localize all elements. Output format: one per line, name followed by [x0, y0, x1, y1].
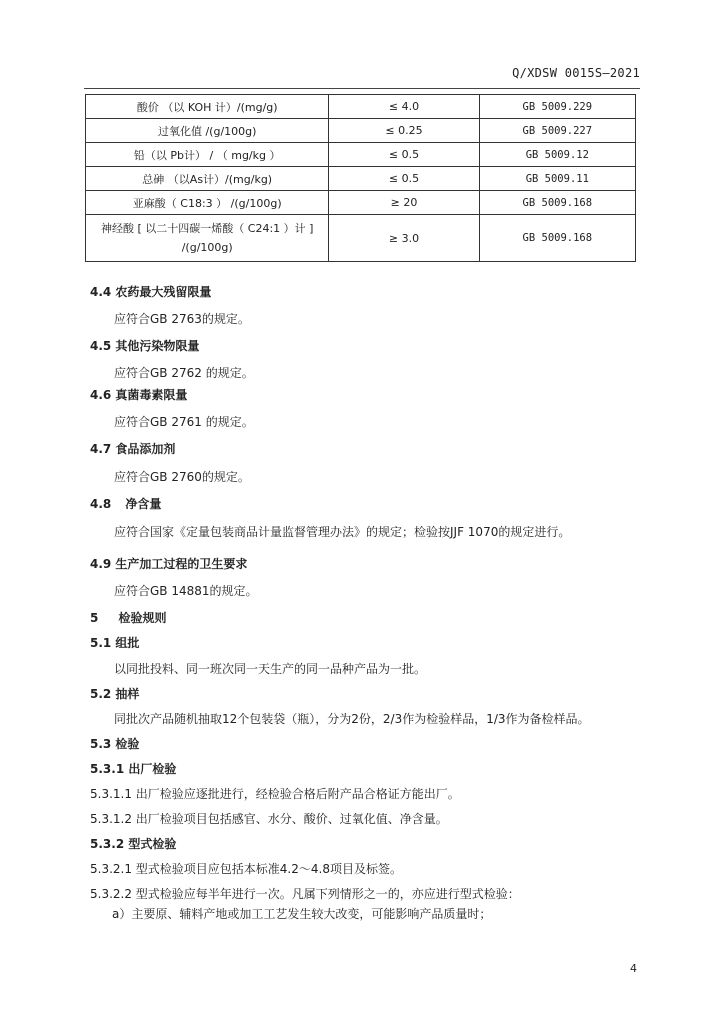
section-heading-5-3-2: 5.3.2 型式检验	[90, 837, 177, 851]
section-heading-4-6: 4.6 真菌毒素限量	[90, 388, 188, 402]
item-cell: 亚麻酸（ C18:3 ） /(g/100g)	[86, 191, 329, 215]
paragraph: 应符合GB 14881的规定。	[114, 584, 258, 598]
limit-cell: ≤ 0.25	[329, 119, 479, 143]
indicator-table	[85, 94, 636, 262]
item-cell: 总砷 （以As计）/(mg/kg)	[86, 167, 329, 191]
table-row	[86, 215, 636, 262]
paragraph: 以同批投料、同一班次同一天生产的同一品种产品为一批。	[114, 662, 427, 676]
limit-cell: ≥ 3.0	[329, 215, 479, 262]
limit-cell: ≤ 0.5	[329, 143, 479, 167]
item-cell: 过氧化值 /(g/100g)	[86, 119, 329, 143]
paragraph: 应符合GB 2763的规定。	[114, 312, 250, 326]
item-cell: 铅（以 Pb计） / （ mg/kg ）	[86, 143, 329, 167]
section-heading-5-3: 5.3 检验	[90, 737, 140, 751]
item-cell: 酸价 （以 KOH 计）/(mg/g)	[86, 95, 329, 119]
method-cell: GB 5009.12	[479, 143, 635, 167]
section-heading-5-3-1: 5.3.1 出厂检验	[90, 762, 177, 776]
paragraph: 5.3.1.2 出厂检验项目包括感官、水分、酸价、过氧化值、净含量。	[90, 812, 448, 826]
section-heading-5-2: 5.2 抽样	[90, 687, 140, 701]
standard-code: Q/XDSW 0015S—2021	[512, 66, 640, 80]
paragraph: 应符合GB 2761 的规定。	[114, 415, 254, 429]
item-cell	[86, 215, 329, 262]
section-heading-4-9: 4.9 生产加工过程的卫生要求	[90, 557, 248, 571]
table-row	[86, 191, 636, 215]
table-row	[86, 95, 636, 119]
section-heading-5-1: 5.1 组批	[90, 636, 140, 650]
item-line-2: /(g/100g)	[181, 241, 233, 254]
page-number: 4	[630, 962, 637, 975]
paragraph: 应符合GB 2760的规定。	[114, 470, 250, 484]
paragraph: 应符合GB 2762 的规定。	[114, 366, 254, 380]
item-line-1: 神经酸 [ 以二十四碳一烯酸（ C24:1 ）计 ]	[100, 222, 314, 235]
method-cell: GB 5009.11	[479, 167, 635, 191]
table-row	[86, 143, 636, 167]
paragraph: 5.3.1.1 出厂检验应逐批进行，经检验合格后附产品合格证方能出厂。	[90, 787, 460, 801]
section-heading-4-4: 4.4 农药最大残留限量	[90, 285, 212, 299]
paragraph: 同批次产品随机抽取12个包装袋（瓶），分为2份，2/3作为检验样品，1/3作为备检样品。	[114, 712, 590, 726]
limit-cell: ≤ 0.5	[329, 167, 479, 191]
limit-cell: ≥ 20	[329, 191, 479, 215]
method-cell: GB 5009.168	[479, 191, 635, 215]
limit-cell: ≤ 4.0	[329, 95, 479, 119]
section-heading-4-7: 4.7 食品添加剂	[90, 442, 176, 456]
section-heading-4-5: 4.5 其他污染物限量	[90, 339, 200, 353]
table-row	[86, 119, 636, 143]
list-item: a）主要原、辅料产地或加工工艺发生较大改变，可能影响产品质量时；	[112, 907, 492, 921]
section-heading-5: 5 检验规则	[90, 611, 167, 625]
section-heading-4-8: 4.8 净含量	[90, 497, 162, 511]
method-cell: GB 5009.168	[479, 215, 635, 262]
paragraph: 应符合国家《定量包装商品计量监督管理办法》的规定；检验按JJF 1070的规定进行。	[114, 525, 571, 539]
method-cell: GB 5009.229	[479, 95, 635, 119]
paragraph: 5.3.2.1 型式检验项目应包括本标准4.2～4.8项目及标签。	[90, 862, 402, 876]
paragraph: 5.3.2.2 型式检验应每半年进行一次。凡属下列情形之一的，亦应进行型式检验：	[90, 887, 520, 901]
table-row	[86, 167, 636, 191]
header-divider	[84, 88, 640, 89]
method-cell: GB 5009.227	[479, 119, 635, 143]
